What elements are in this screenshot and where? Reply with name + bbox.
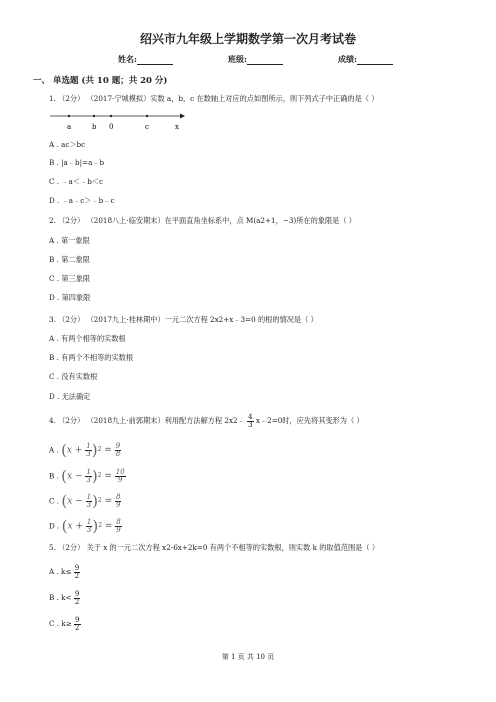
q1-option-b: B . |a﹣b|=a﹣b: [49, 158, 105, 167]
name-blank: [137, 56, 173, 65]
q4-stem-frac-den: 3: [248, 420, 253, 429]
q4-option-d: [49, 516, 122, 537]
q4-option-c-label: C .: [49, 496, 60, 506]
axis-label-c: c: [145, 123, 149, 131]
score-blank: [357, 56, 393, 65]
q5-option-c-label: C . k≥: [49, 619, 72, 628]
q5-option-a-label: A . k≤: [49, 567, 72, 576]
page-title: 绍兴市九年级上学期数学第一次月考试卷: [139, 32, 356, 46]
q4-option-d-expression: (x + $\frac{1}{3}$ )$^2$ = $\frac{8}{9}$: [61, 517, 121, 535]
q2-option-c: C . 第三象限: [49, 274, 91, 283]
question-2-stem: 2. （2分） （2018八上·临安期末）在平面直角坐标系中，点 M(a2+1，−3)所在的象限是（ ）: [49, 216, 356, 225]
axis-label-zero: 0: [109, 123, 114, 131]
section-heading: 一、 单选题 (共 10 题；共 20 分): [33, 76, 168, 86]
q5-option-b-label: B . k<: [49, 593, 72, 602]
q1-option-d: D . ﹣a﹣c＞﹣b﹣c: [49, 196, 115, 205]
q5-option-a-fraction: $\frac{9}{2}$: [74, 563, 80, 580]
class-label: 班级:: [228, 54, 247, 64]
q1-option-a: A . ac＞bc: [49, 140, 86, 149]
q4-option-b: [49, 466, 126, 487]
point-a: [68, 115, 70, 117]
q5-option-a: [49, 562, 80, 582]
question-5-stem: 5. （2分） 关于 x 的一元二次方程 x2-6x+2k=0 有两个不相等的实数根，则实数 k 的取值范围是（ ）: [49, 543, 380, 552]
q3-option-a: A . 有两个相等的实数根: [49, 334, 126, 343]
q4-stem-fraction: [247, 414, 253, 429]
q3-option-c: C . 没有实数根: [49, 372, 98, 381]
class-field: [228, 54, 283, 65]
point-c: [146, 115, 148, 117]
q2-option-d: D . 第四象限: [49, 293, 91, 302]
q5-option-b-fraction: $\frac{9}{2}$: [74, 589, 80, 606]
number-line-figure: [48, 110, 188, 134]
q1-option-c: C . ﹣a＜﹣b＜c: [49, 177, 104, 186]
q4-option-a-expression: (x + $\frac{1}{3}$ )$^2$ = $\frac{9}{8}$: [61, 441, 121, 459]
axis-label-a: a: [67, 123, 72, 131]
q4-stem-part-1: 4. （2分） （2018九上·前郭期末）利用配方法解方程 2x2﹣: [49, 416, 245, 425]
q2-option-a: A . 第一象限: [49, 236, 90, 245]
q4-option-c-expression: (x − $\frac{1}{3}$ )$^2$ = $\frac{8}{9}$: [61, 492, 121, 510]
q4-stem-part-2: x﹣2=0时，应先将其变形为（ ）: [255, 416, 364, 425]
point-b: [93, 115, 95, 117]
q4-option-c: [49, 491, 121, 512]
q5-option-b: [49, 588, 80, 608]
point-zero: [110, 115, 112, 117]
score-label: 成绩:: [338, 54, 357, 64]
axis-label-x: x: [175, 123, 179, 131]
q3-option-d: D . 无法确定: [49, 392, 91, 401]
axis-label-b: b: [92, 123, 97, 131]
q5-option-c: [49, 614, 81, 634]
name-field: [118, 54, 173, 65]
q4-option-a: [49, 440, 121, 461]
number-line-arrow: [180, 114, 185, 119]
q5-option-c-fraction: $\frac{9}{2}$: [75, 615, 80, 632]
score-field: [338, 54, 393, 65]
q4-option-b-label: B .: [49, 471, 59, 481]
q2-option-b: B . 第二象限: [49, 255, 90, 264]
question-4-stem: [49, 412, 364, 430]
question-1-stem: 1. （2分） （2017·宁城模拟）实数 a，b，c 在数轴上对应的点如图所示，则下列式子中正确的是（ ）: [49, 94, 379, 103]
name-label: 姓名:: [118, 54, 137, 64]
question-3-stem: 3. （2分） （2017九上·桂林期中）一元二次方程 2x2+x﹣3=0 的根的情况是（ ）: [49, 315, 318, 324]
q4-option-b-expression: (x − $\frac{1}{3}$ )$^2$ = $\frac{10}{9}$: [61, 467, 125, 485]
class-blank: [247, 56, 283, 65]
q3-option-b: B . 有两个不相等的实数根: [49, 353, 134, 362]
page-footer: 第 1 页 共 10 页: [221, 653, 275, 661]
q4-option-a-label: A .: [49, 445, 59, 455]
q4-option-d-label: D .: [49, 521, 60, 531]
q4-stem-frac-num: 4: [248, 412, 253, 421]
